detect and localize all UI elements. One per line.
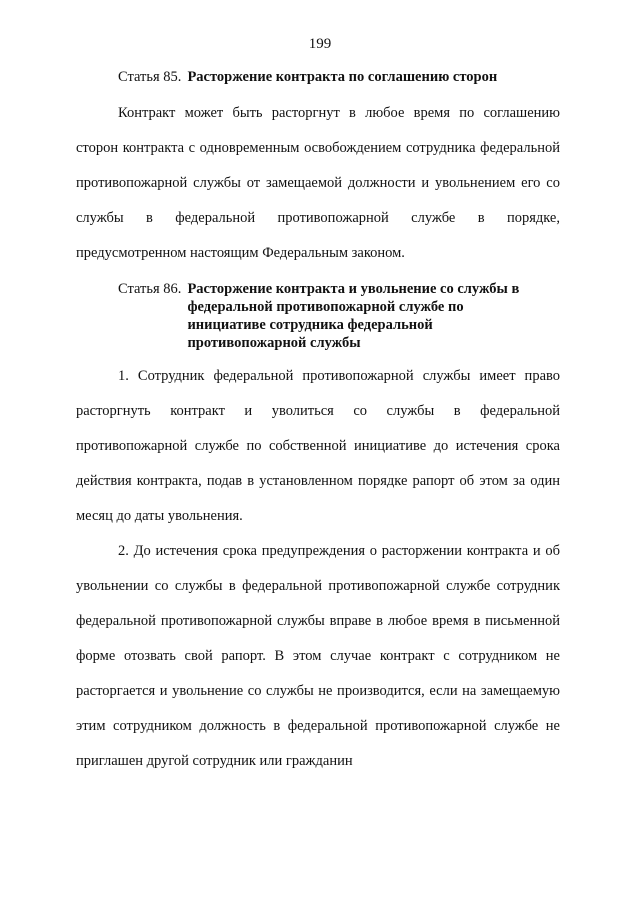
article-85-title-line: Расторжение контракта по соглашению сторон: [187, 69, 498, 85]
article-86-title-line-1: Расторжение контракта и увольнение со службы в: [187, 281, 520, 297]
article-86-paragraph-1: 1. Сотрудник федеральной противопожарной службы имеет право расторгнуть контракт и уволиться со службы в федеральной противопожарной службе по собственной инициативе до истечения срока действия контракта, подав в установленном порядке рапорт об этом за один месяц до даты увольнения.: [76, 368, 560, 524]
article-86-title-line-3: инициативе сотрудника федеральной: [187, 317, 433, 333]
article-85-paragraph: Контракт может быть расторгнут в любое время по соглашению сторон контракта с одновременным освобождением сотрудника федеральной противопожарной службы от замещаемой должности и увольнением его со службы в федеральной противопожарной службе в порядке, предусмотренном настоящим Федеральным законом.: [76, 105, 560, 261]
article-86-heading: [118, 280, 519, 352]
article-85-title: [187, 68, 497, 86]
article-85-heading: [118, 68, 497, 86]
page-number: 199: [308, 36, 332, 52]
article-86-title-line-2: федеральной противопожарной службе по: [187, 299, 464, 315]
article-85-label: Статья 85.: [118, 69, 182, 85]
article-86-paragraph-2: 2. До истечения срока предупреждения о расторжении контракта и об увольнении со службы в федеральной противопожарной службе сотрудник федеральной противопожарной службы вправе в любое время в письменной форме отозвать свой рапорт. В этом случае контракт с сотрудником не расторгается и увольнение со службы не производится, если на замещаемую этим сотрудником должность в федеральной противопожарной службе не приглашен другой сотрудник или гражданин: [76, 543, 560, 769]
article-86-title: [187, 280, 519, 352]
article-86-label: Статья 86.: [118, 281, 182, 297]
article-86-title-line-4: противопожарной службы: [187, 335, 361, 351]
